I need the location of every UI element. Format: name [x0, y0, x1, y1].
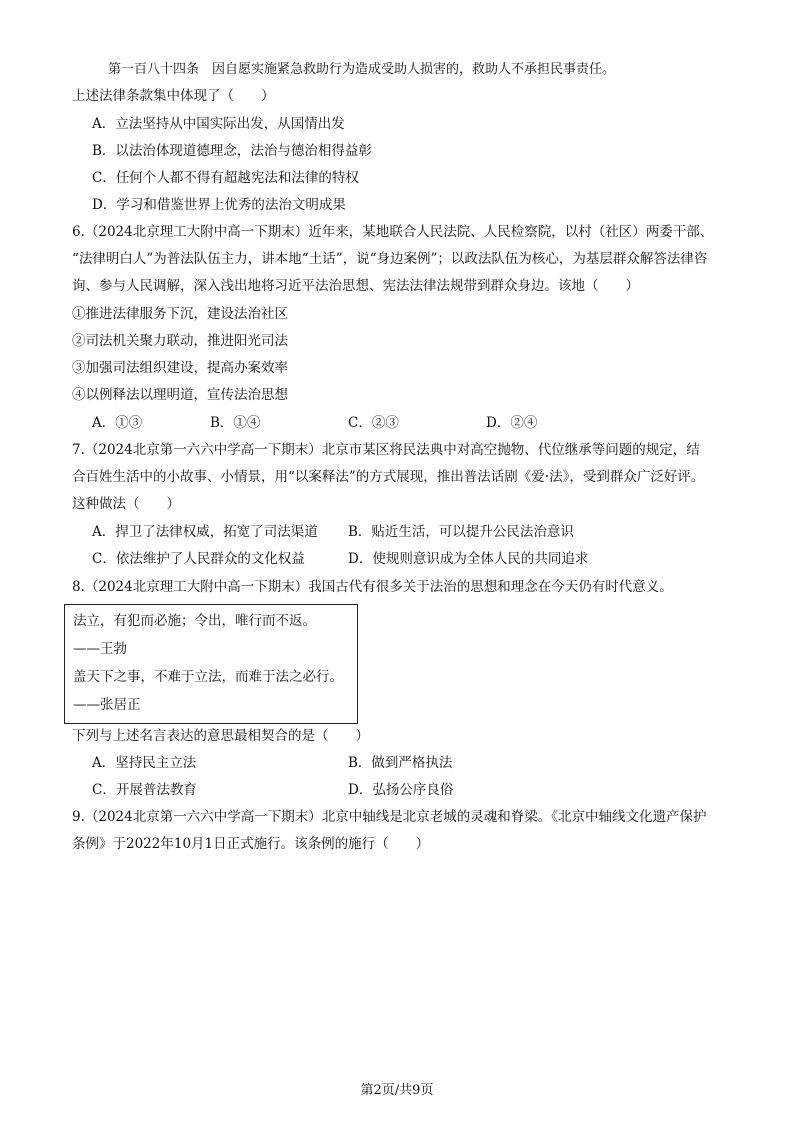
q5-stem: 上述法律条款集中体现了（ ） — [72, 88, 275, 104]
q6-option-d: D．②④ — [486, 415, 538, 431]
q7-option-a: A．捍卫了法律权威，拓宽了司法渠道 — [92, 524, 318, 540]
q6-line-1: 6.（2024北京理工大附中高一下期末）近年来，某地联合人民法院、人民检察院，以村（社区）两委干部、 — [72, 224, 714, 240]
q5-option-c: C．任何个人都不得有超越宪法和法律的特权 — [92, 170, 359, 186]
q7-option-c: C．依法维护了人民群众的文化权益 — [92, 551, 305, 567]
q8-quote-box — [64, 604, 358, 724]
q8-quote-1: 法立，有犯而必施；令出，唯行而不返。 — [73, 613, 316, 629]
q6-item-1: ①推进法律服务下沉，建设法治社区 — [72, 306, 288, 322]
q7-line-3: 这种做法（ ） — [72, 496, 180, 512]
q7-line-1: 7.（2024北京第一六六中学高一下期末）北京市某区将民法典中对高空抛物、代位继承等问题的规定，结 — [72, 442, 700, 458]
q6-option-b: B．①④ — [210, 415, 261, 431]
q5-option-b: B．以法治体现道德理念，法治与德治相得益彰 — [92, 143, 372, 159]
q8-option-c: C．开展普法教育 — [92, 782, 197, 798]
q6-line-2: “法律明白人”为普法队伍主力，讲本地“土话”，说“身边案例”；以政法队伍为核心，为基层群众解答法律咨 — [72, 251, 708, 267]
q7-option-b: B．贴近生活，可以提升公民法治意识 — [348, 524, 574, 540]
q8-quote-1-author: ——王勃 — [73, 641, 127, 657]
q7-option-d: D．使规则意识成为全体人民的共同追求 — [348, 551, 589, 567]
page-number: 第2页/共9页 — [360, 1083, 434, 1098]
q6-option-a: A．①③ — [92, 415, 143, 431]
q6-line-3: 询、参与人民调解，深入浅出地将习近平法治思想、宪法法律法规带到群众身边。该地（ ） — [72, 278, 639, 294]
q5-option-a: A．立法坚持从中国实际出发，从国情出发 — [92, 116, 345, 132]
q8-option-b: B．做到严格执法 — [348, 755, 453, 771]
q6-item-3: ③加强司法组织建设，提高办案效率 — [72, 360, 288, 376]
q8-stem: 8.（2024北京理工大附中高一下期末）我国古代有很多关于法治的思想和理念在今天仍有时代意义。 — [72, 579, 673, 595]
q7-line-2: 合百姓生活中的小故事、小情景，用“以案释法”的方式展现，推出普法话剧《爱·法》，受到群众广泛好评。 — [72, 469, 705, 485]
q8-option-d: D．弘扬公序良俗 — [348, 782, 454, 798]
q9-line-1: 9.（2024北京第一六六中学高一下期末）北京中轴线是北京老城的灵魂和脊梁。《北京中轴线文化遗产保护 — [72, 809, 707, 825]
q8-quote-2-author: ——张居正 — [73, 697, 141, 713]
law-article: 第一百八十四条 因自愿实施紧急救助行为造成受助人损害的，救助人不承担民事责任。 — [108, 62, 616, 77]
q5-option-d: D．学习和借鉴世界上优秀的法治文明成果 — [92, 197, 346, 213]
q6-option-c: C．②③ — [348, 415, 399, 431]
q6-item-4: ④以例释法以理明道，宣传法治思想 — [72, 387, 288, 403]
q6-item-2: ②司法机关聚力联动，推进阳光司法 — [72, 333, 288, 349]
q8-option-a: A．坚持民主立法 — [92, 755, 197, 771]
q9-line-2: 条例》于2022年10月1日正式施行。该条例的施行（ ） — [72, 836, 430, 852]
q8-question: 下列与上述名言表达的意思最相契合的是（ ） — [72, 728, 369, 744]
q8-quote-2: 盖天下之事，不难于立法，而难于法之必行。 — [73, 669, 343, 685]
